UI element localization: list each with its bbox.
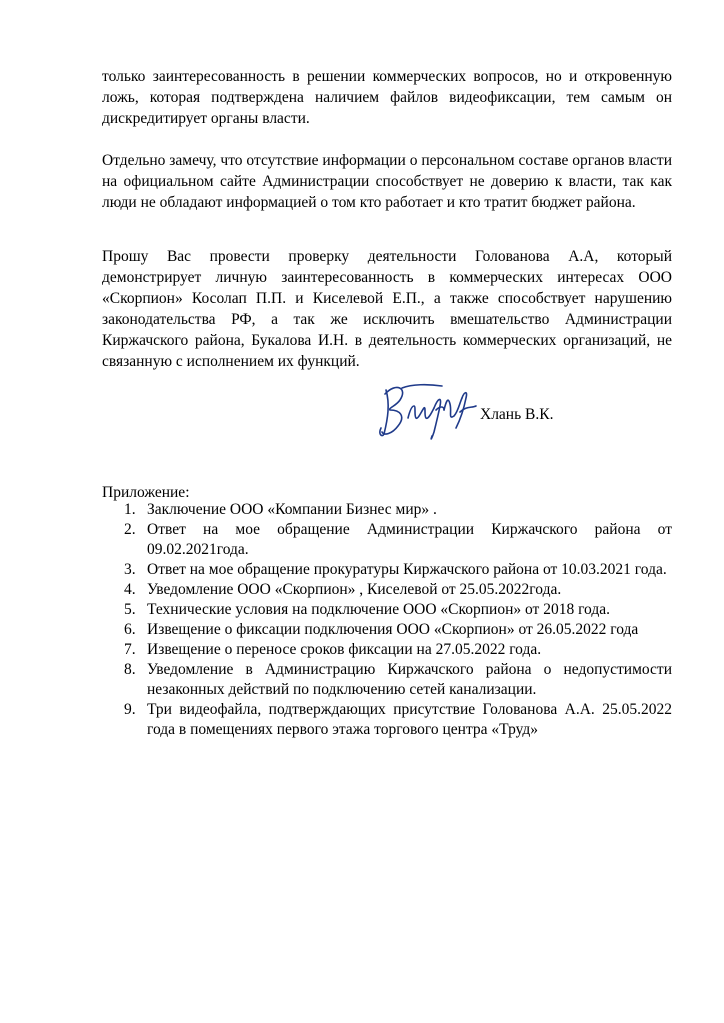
handwritten-signature	[372, 376, 482, 446]
paragraph-1: только заинтересованность в решении коммерческих вопросов, но и откровенную ложь, которая подтверждена наличием файлов видеофиксации, тем самым он дискредитирует органы власти.	[102, 68, 672, 127]
attachment-item: 9. Три видеофайла, подтверждающих присутствие Голованова А.А. 25.05.2022 года в помещениях первого этажа торгового центра «Труд»	[124, 701, 672, 738]
attachment-item: 5. Технические условия на подключение ООО «Скорпион» от 2018 года.	[124, 601, 610, 618]
attachment-item: 1. Заключение ООО «Компании Бизнес мир» .	[124, 501, 437, 518]
signer-name: Хлань В.К.	[480, 406, 554, 423]
paragraph-2: Отдельно замечу, что отсутствие информации о персональном составе органов власти на официальном сайте Администрации способствует не доверию к власти, так как люди не обладают информацией о том кто работает и кто тратит бюджет района.	[102, 152, 672, 211]
attachments-list	[102, 500, 672, 740]
attachment-item: 6. Извещение о фиксации подключения ООО «Скорпион» от 26.05.2022 года	[124, 621, 639, 638]
attachment-item: 7. Извещение о переносе сроков фиксации на 27.05.2022 года.	[124, 641, 542, 658]
signature-block	[372, 376, 572, 446]
attachment-item: 4. Уведомление ООО «Скорпион» , Киселевой от 25.05.2022года.	[124, 581, 562, 598]
attachment-item: 8. Уведомление в Администрацию Киржачского района о недопустимости незаконных действий по подключению сетей канализации.	[124, 661, 672, 698]
attachment-item: 3. Ответ на мое обращение прокуратуры Киржачского района от 10.03.2021 года.	[124, 561, 667, 578]
paragraph-3: Прошу Вас провести проверку деятельности Голованова А.А, который демонстрирует личную заинтересованность в коммерческих интересах ООО «Скорпион» Косолап П.П. и Киселевой Е.П., а также способствует нарушению законодательства РФ, а так же исключить вмешательство Администрации Киржачского района, Букалова И.Н. в деятельность коммерческих организаций, не связанную с исполнением их функций.	[102, 248, 672, 370]
attachment-item: 2. Ответ на мое обращение Администрации Киржачского района от 09.02.2021года.	[124, 521, 672, 558]
attachments-heading: Приложение:	[102, 484, 190, 501]
